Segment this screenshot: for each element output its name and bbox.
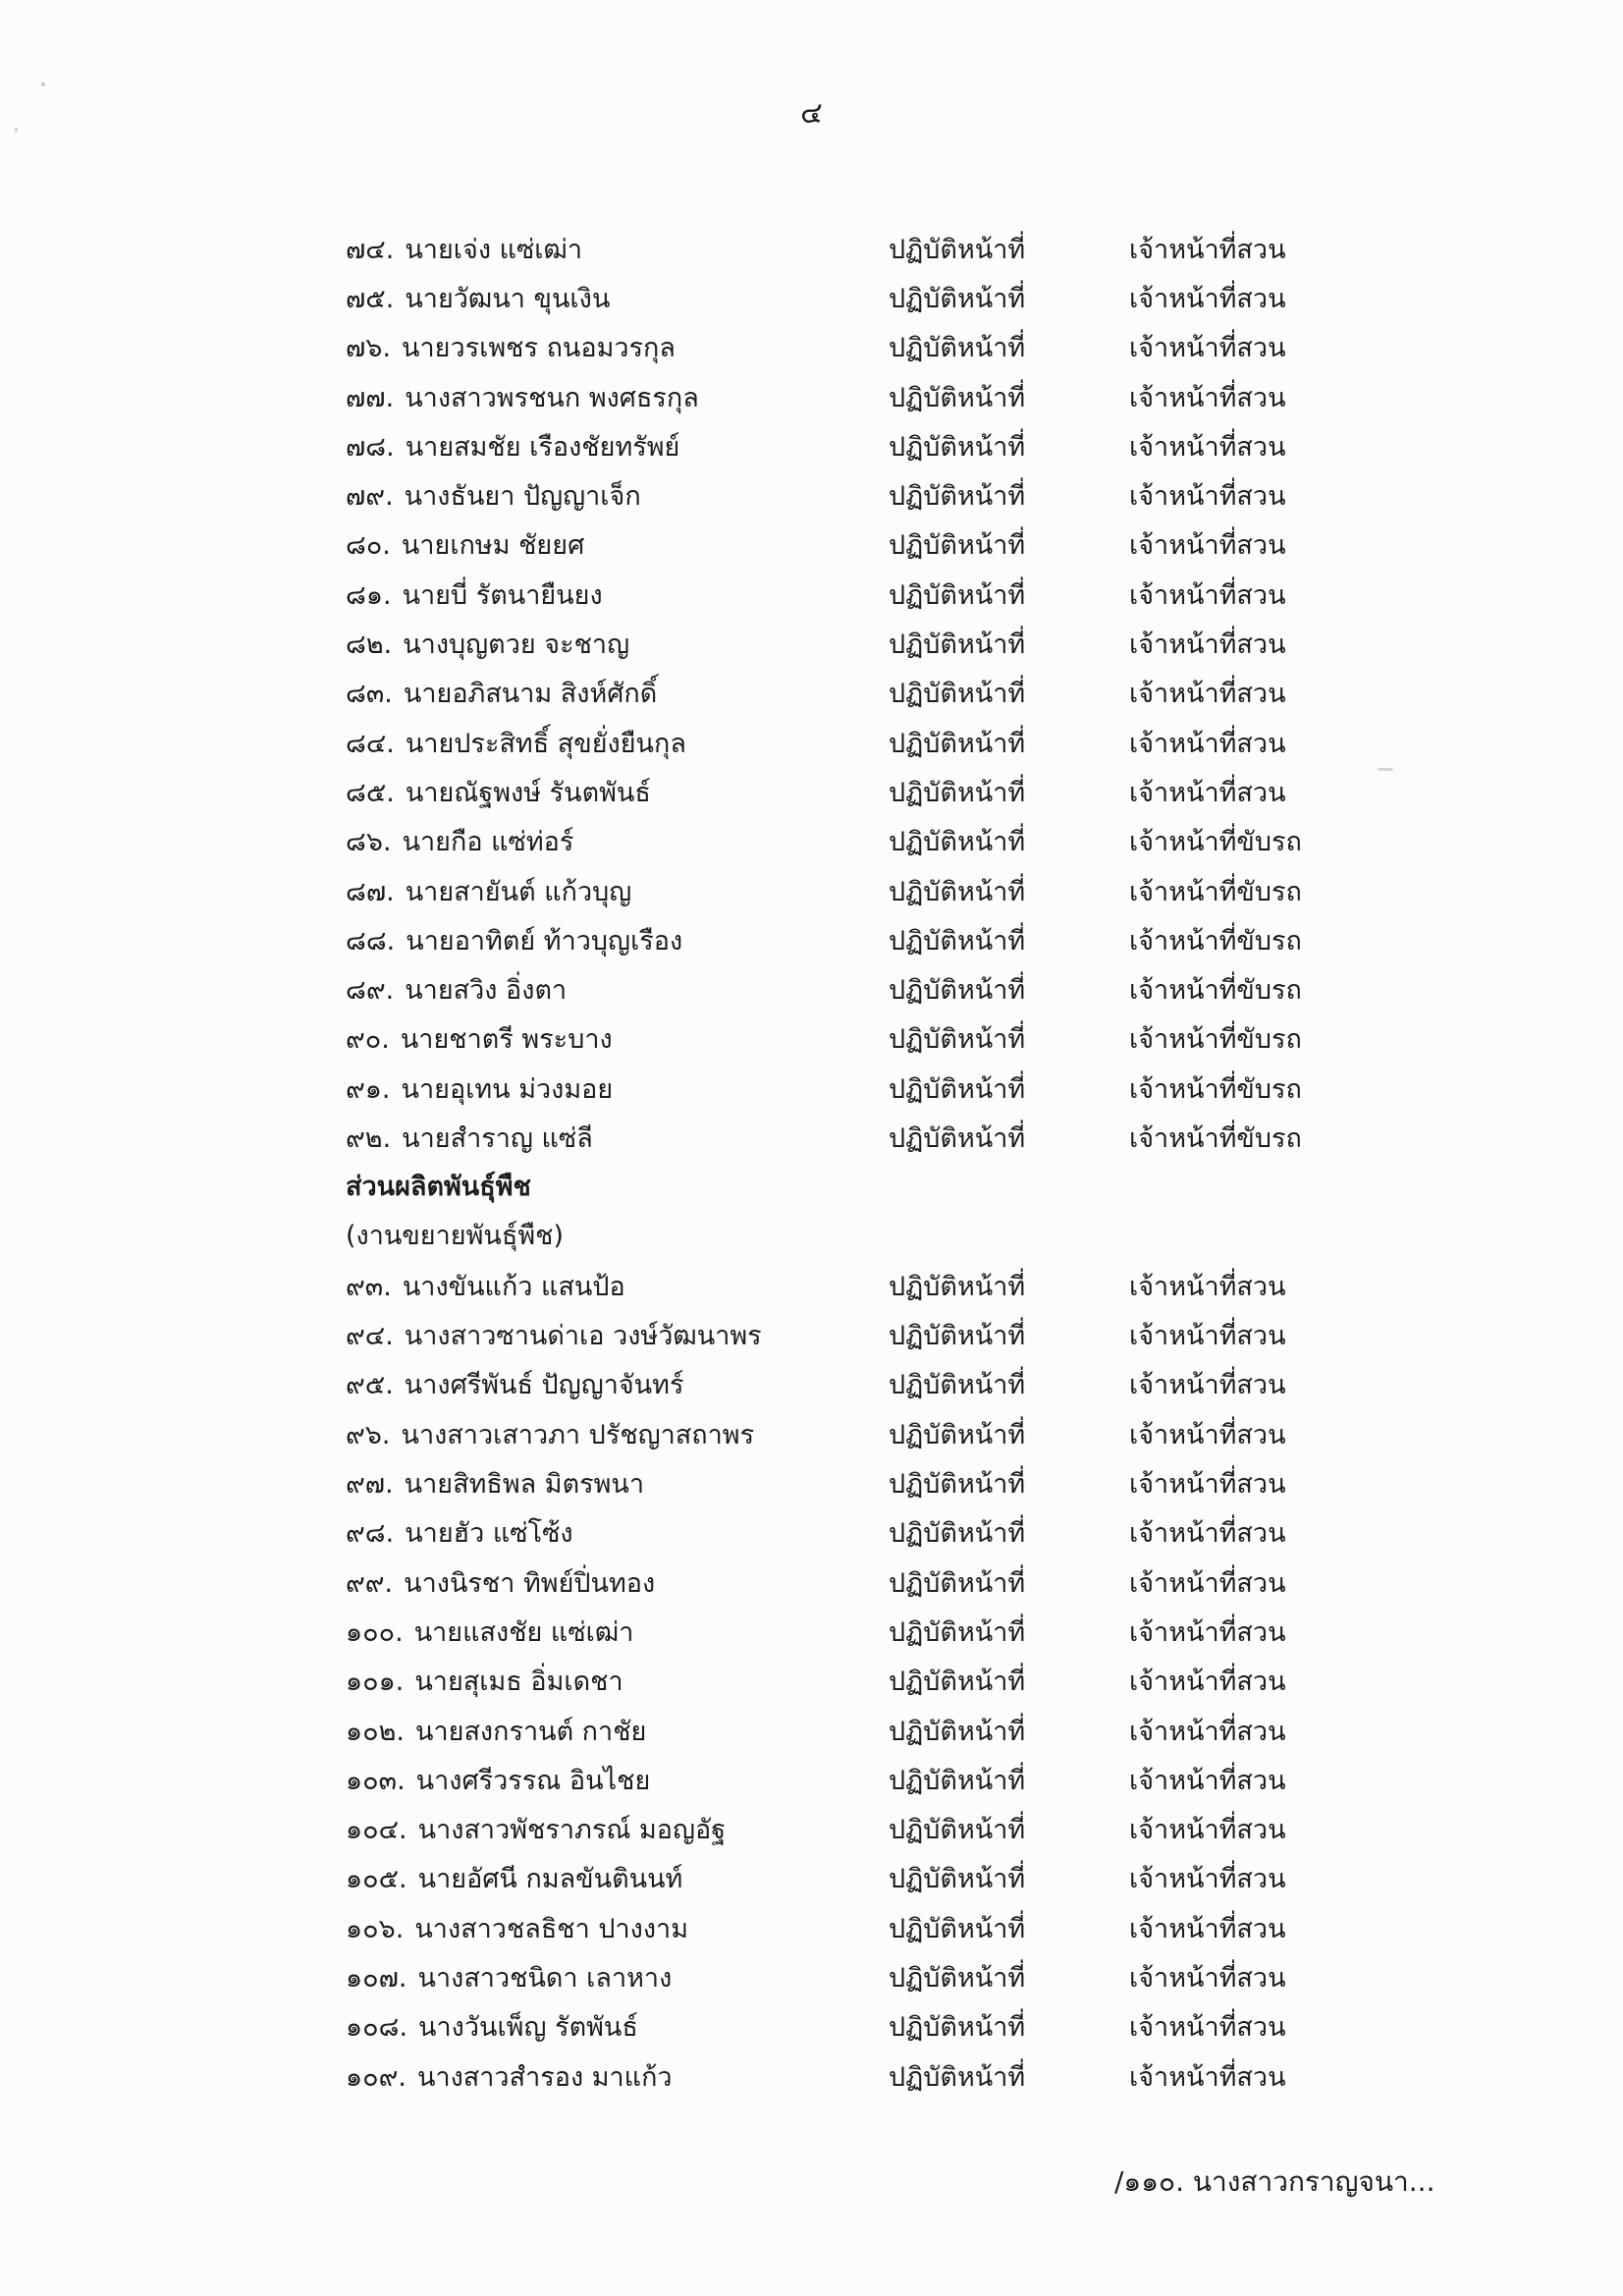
entry-name-cell [346,1857,889,1899]
entry-number: ๘๕. [346,777,395,808]
entry-name: นางสาวพรชนก พงศธรกุล [405,382,699,413]
entry-duty: ปฏิบัติหน้าที่ [889,1073,1026,1105]
entry-number: ๑๐๖. [346,1913,405,1944]
entry-duty: ปฏิบัติหน้าที่ [889,1024,1026,1056]
table-row [0,421,1623,470]
entry-position: เจ้าหน้าที่สวน [1129,728,1286,759]
entry-name: นางธันยา ปัญญาเจ็ก [404,481,641,513]
entry-name-cell [346,919,889,961]
entry-name-cell [346,968,889,1011]
entry-duty: ปฏิบัติหน้าที่ [889,382,1026,413]
entry-position: เจ้าหน้าที่สวน [1129,1864,1286,1895]
entry-duty: ปฏิบัติหน้าที่ [889,777,1026,808]
table-row [0,817,1623,866]
entry-duty: ปฏิบัติหน้าที่ [889,333,1026,364]
page-number: ๔ [800,96,823,131]
entry-number: ๑๐๓. [346,1765,406,1796]
table-row [0,372,1623,421]
entry-position: เจ้าหน้าที่สวน [1129,2061,1286,2093]
entry-duty: ปฏิบัติหน้าที่ [889,1716,1026,1747]
entry-name-cell [346,474,889,517]
entry-name: นายสายันต์ แก้วบุญ [405,876,632,907]
entry-name-cell [346,1314,889,1356]
entry-name-cell [346,425,889,467]
table-row [0,1854,1623,1903]
entry-name-cell [346,1808,889,1850]
entry-name: นางสาวเสาวภา ปรัชญาสถาพร [401,1419,755,1450]
entry-position: เจ้าหน้าที่สวน [1129,1469,1286,1501]
entry-name: นายเกษม ชัยยศ [401,530,585,562]
table-row [0,1755,1623,1804]
section-subheader-row [0,1212,1623,1261]
entry-position: เจ้าหน้าที่ขับรถ [1129,1024,1302,1056]
table-row [0,1311,1623,1360]
entry-number: ๑๐๑. [346,1667,405,1698]
entry-number: ๘๐. [346,530,391,562]
entry-name: นางสาวซานด่าเอ วงษ์วัฒนาพร [404,1321,762,1352]
entry-name: นางบุญตวย จะชาญ [403,629,630,661]
table-row [0,866,1623,915]
entry-position: เจ้าหน้าที่สวน [1129,1913,1286,1944]
entry-number: ๗๔. [346,234,395,265]
entry-name: นายอภิสนาม สิงห์ศักดิ์ [403,679,658,710]
continuation-note: /๑๑๐. นางสาวกราญจนา... [1114,2165,1435,2198]
entry-duty: ปฏิบัติหน้าที่ [889,925,1026,957]
entry-number: ๙๑. [346,1073,391,1105]
entry-duty: ปฏิบัติหน้าที่ [889,2012,1026,2044]
table-row [0,1657,1623,1706]
table-row [0,1261,1623,1310]
entry-duty: ปฏิบัติหน้าที่ [889,876,1026,907]
table-row [0,520,1623,570]
entry-number: ๑๐๗. [346,1963,407,1995]
entry-name: นางสาวชลธิชา ปางงาม [414,1913,688,1944]
entry-number: ๑๐๘. [346,2012,408,2044]
entry-position: เจ้าหน้าที่ขับรถ [1129,1122,1302,1154]
table-row [0,1360,1623,1409]
entry-name-cell [346,376,889,418]
entry-duty: ปฏิบัติหน้าที่ [889,1567,1026,1599]
entry-duty: ปฏิบัติหน้าที่ [889,1963,1026,1995]
entry-position: เจ้าหน้าที่สวน [1129,530,1286,562]
entry-name: นายสงกรานต์ กาชัย [415,1716,647,1747]
entry-name: นายสุเมธ อิ่มเดชา [414,1667,623,1698]
entry-name: นายวัฒนา ขุนเงิน [405,283,611,314]
entry-name: นายอาทิตย์ ท้าวบุญเรือง [406,925,683,957]
entry-name-cell [346,2005,889,2048]
entry-name: นายสำราญ แซ่ลี [402,1122,593,1154]
table-row [0,767,1623,816]
table-row [0,1014,1623,1064]
entry-position: เจ้าหน้าที่สวน [1129,431,1286,463]
entry-position: เจ้าหน้าที่สวน [1129,1567,1286,1599]
entry-name: นางศรีวรรณ อินไชย [415,1765,651,1796]
entry-number: ๘๓. [346,679,393,710]
entry-position: เจ้าหน้าที่สวน [1129,1419,1286,1450]
entry-name-cell [346,623,889,665]
entry-duty: ปฏิบัติหน้าที่ [889,1616,1026,1648]
table-row [0,470,1623,519]
entry-duty: ปฏิบัติหน้าที่ [889,1469,1026,1501]
scan-speck [1378,768,1393,771]
entry-name: นายแสงชัย แซ่เฒ่า [413,1616,634,1648]
personnel-list [0,224,1623,2101]
entry-position: เจ้าหน้าที่ขับรถ [1129,1073,1302,1105]
entry-position: เจ้าหน้าที่สวน [1129,679,1286,710]
entry-number: ๙๘. [346,1518,395,1550]
table-row [0,964,1623,1013]
table-row [0,1607,1623,1656]
entry-name: นายสิทธิพล มิตรพนา [404,1469,645,1501]
section-header-row [0,1163,1623,1212]
entry-name: นายกือ แซ่ท่อร์ [402,827,574,858]
entry-name: นางนิรชา ทิพย์ปิ่นทอง [404,1567,656,1599]
entry-number: ๘๒. [346,629,393,661]
entry-position: เจ้าหน้าที่สวน [1129,777,1286,808]
entry-duty: ปฏิบัติหน้าที่ [889,1765,1026,1796]
entry-name-cell [346,771,889,813]
table-row [0,915,1623,964]
scan-speck [41,82,45,86]
entry-name: นางขันแก้ว แสนป้อ [402,1271,625,1302]
entry-name-cell [346,1265,889,1307]
entry-name-cell [346,1710,889,1752]
entry-number: ๑๐๔. [346,1815,407,1846]
table-row [0,2051,1623,2101]
entry-duty: ปฏิบัติหน้าที่ [889,679,1026,710]
entry-number: ๗๕. [346,283,395,314]
entry-number: ๗๘. [346,431,395,463]
entry-number: ๙๐. [346,1024,390,1056]
entry-duty: ปฏิบัติหน้าที่ [889,1419,1026,1450]
entry-duty: ปฏิบัติหน้าที่ [889,1122,1026,1154]
entry-duty: ปฏิบัติหน้าที่ [889,234,1026,265]
table-row [0,1706,1623,1755]
entry-position: เจ้าหน้าที่สวน [1129,1518,1286,1550]
entry-name-cell [346,523,889,566]
entry-duty: ปฏิบัติหน้าที่ [889,1864,1026,1895]
table-row [0,273,1623,322]
table-row [0,669,1623,718]
entry-duty: ปฏิบัติหน้าที่ [889,975,1026,1007]
entry-name: นายชาตรี พระบาง [400,1024,613,1056]
entry-name: นางสาวสำรอง มาแก้ว [416,2061,673,2093]
entry-name-cell [346,1117,889,1159]
entry-duty: ปฏิบัติหน้าที่ [889,283,1026,314]
entry-number: ๙๕. [346,1370,394,1401]
entry-position: เจ้าหน้าที่สวน [1129,629,1286,661]
entry-number: ๘๔. [346,728,395,759]
entry-name: นายสมชัย เรืองชัยทรัพย์ [405,431,680,463]
table-row [0,570,1623,619]
entry-name-cell [346,1511,889,1554]
entry-number: ๘๗. [346,876,395,907]
entry-number: ๑๐๒. [346,1716,405,1747]
entry-name: นายอุเทน ม่วงมอย [401,1073,614,1105]
entry-name: นายณัฐพงษ์ รันตพันธ์ [405,777,651,808]
entry-duty: ปฏิบัติหน้าที่ [889,629,1026,661]
entry-duty: ปฏิบัติหน้าที่ [889,827,1026,858]
entry-name-cell [346,1413,889,1455]
entry-number: ๗๗. [346,382,395,413]
entry-name: นายบี่ รัตนายืนยง [402,579,603,611]
entry-name: นายสวิง อิ่งตา [405,975,568,1007]
entry-name-cell [346,722,889,764]
entry-number: ๑๐๐. [346,1616,404,1648]
entry-name: นางสาวพัชราภรณ์ มอญอัฐ [417,1815,727,1846]
entry-position: เจ้าหน้าที่ขับรถ [1129,925,1302,957]
entry-position: เจ้าหน้าที่สวน [1129,481,1286,513]
entry-position: เจ้าหน้าที่สวน [1129,1616,1286,1648]
entry-name-cell [346,1660,889,1702]
entry-duty: ปฏิบัติหน้าที่ [889,2061,1026,2093]
entry-position: เจ้าหน้าที่สวน [1129,1815,1286,1846]
entry-duty: ปฏิบัติหน้าที่ [889,530,1026,562]
entry-position: เจ้าหน้าที่ขับรถ [1129,876,1302,907]
table-row [0,1409,1623,1458]
entry-name: นางศรีพันธ์ ปัญญาจันทร์ [404,1370,684,1401]
entry-duty: ปฏิบัติหน้าที่ [889,1370,1026,1401]
entry-name-cell [346,1907,889,1949]
entry-number: ๙๓. [346,1271,392,1302]
section-header-text: ส่วนผลิตพันธุ์พืช [346,1171,531,1202]
scan-speck [15,128,18,133]
entry-duty: ปฏิบัติหน้าที่ [889,481,1026,513]
entry-name: นายวรเพชร ถนอมวรกุล [402,333,676,364]
entry-duty: ปฏิบัติหน้าที่ [889,1913,1026,1944]
entry-name-cell [346,1363,889,1405]
entry-name: นายอัศนี กมลขันตินนท์ [417,1864,683,1895]
entry-name: นายฮัว แซ่โซ้ง [405,1518,573,1550]
entry-number: ๑๐๕. [346,1864,407,1895]
table-row [0,1952,1623,2001]
entry-number: ๘๖. [346,827,392,858]
entry-name-cell [346,1017,889,1060]
entry-position: เจ้าหน้าที่สวน [1129,1271,1286,1302]
table-row [0,323,1623,372]
entry-duty: ปฏิบัติหน้าที่ [889,579,1026,611]
entry-name: นางวันเพ็ญ รัตพันธ์ [418,2012,638,2044]
entry-position: เจ้าหน้าที่สวน [1129,283,1286,314]
entry-position: เจ้าหน้าที่สวน [1129,1765,1286,1796]
entry-name: นายประสิทธิ์ สุขยั่งยืนกุล [405,728,686,759]
entry-position: เจ้าหน้าที่สวน [1129,234,1286,265]
entry-name-cell [346,277,889,319]
entry-name-cell [346,1956,889,1998]
entry-name: นางสาวชนิดา เลาหาง [417,1963,673,1995]
entry-number: ๙๒. [346,1122,392,1154]
table-row [0,619,1623,668]
entry-position: เจ้าหน้าที่สวน [1129,579,1286,611]
entry-name-cell [346,672,889,714]
entry-number: ๘๘. [346,925,396,957]
table-row [0,1508,1623,1558]
entry-position: เจ้าหน้าที่สวน [1129,333,1286,364]
table-row [0,1064,1623,1113]
entry-name-cell [346,870,889,912]
entry-name-cell [346,820,889,862]
table-row [0,1113,1623,1162]
table-row [0,224,1623,273]
entry-position: เจ้าหน้าที่สวน [1129,1370,1286,1401]
entry-position: เจ้าหน้าที่ขับรถ [1129,827,1302,858]
table-row [0,1558,1623,1607]
entry-duty: ปฏิบัติหน้าที่ [889,728,1026,759]
table-row [0,2002,1623,2051]
entry-position: เจ้าหน้าที่ขับรถ [1129,975,1302,1007]
entry-position: เจ้าหน้าที่สวน [1129,382,1286,413]
entry-duty: ปฏิบัติหน้าที่ [889,431,1026,463]
entry-duty: ปฏิบัติหน้าที่ [889,1667,1026,1698]
entry-name-cell [346,1759,889,1801]
entry-name-cell [346,326,889,368]
entry-number: ๘๙. [346,975,395,1007]
entry-name-cell [346,228,889,270]
entry-number: ๙๖. [346,1419,391,1450]
entry-name-cell [346,1067,889,1110]
table-row [0,718,1623,767]
entry-name-cell [346,2055,889,2098]
entry-number: ๗๙. [346,481,394,513]
section-header-text: (งานขยายพันธุ์พืช) [346,1220,564,1251]
entry-number: ๙๙. [346,1567,394,1599]
entry-duty: ปฏิบัติหน้าที่ [889,1518,1026,1550]
entry-name: นายเจ่ง แซ่เฒ่า [405,234,583,265]
entry-position: เจ้าหน้าที่สวน [1129,1716,1286,1747]
entry-position: เจ้าหน้าที่สวน [1129,2012,1286,2044]
entry-position: เจ้าหน้าที่สวน [1129,1963,1286,1995]
entry-duty: ปฏิบัติหน้าที่ [889,1321,1026,1352]
entry-name-cell [346,574,889,616]
table-row [0,1805,1623,1854]
entry-name-cell [346,1462,889,1504]
table-row [0,1458,1623,1507]
entry-number: ๙๗. [346,1469,394,1501]
entry-number: ๑๐๙. [346,2061,406,2093]
entry-number: ๗๖. [346,333,392,364]
entry-duty: ปฏิบัติหน้าที่ [889,1815,1026,1846]
entry-number: ๙๔. [346,1321,394,1352]
entry-position: เจ้าหน้าที่สวน [1129,1667,1286,1698]
entry-name-cell [346,1561,889,1604]
entry-duty: ปฏิบัติหน้าที่ [889,1271,1026,1302]
entry-position: เจ้าหน้าที่สวน [1129,1321,1286,1352]
table-row [0,1903,1623,1952]
entry-number: ๘๑. [346,579,392,611]
entry-name-cell [346,1611,889,1653]
